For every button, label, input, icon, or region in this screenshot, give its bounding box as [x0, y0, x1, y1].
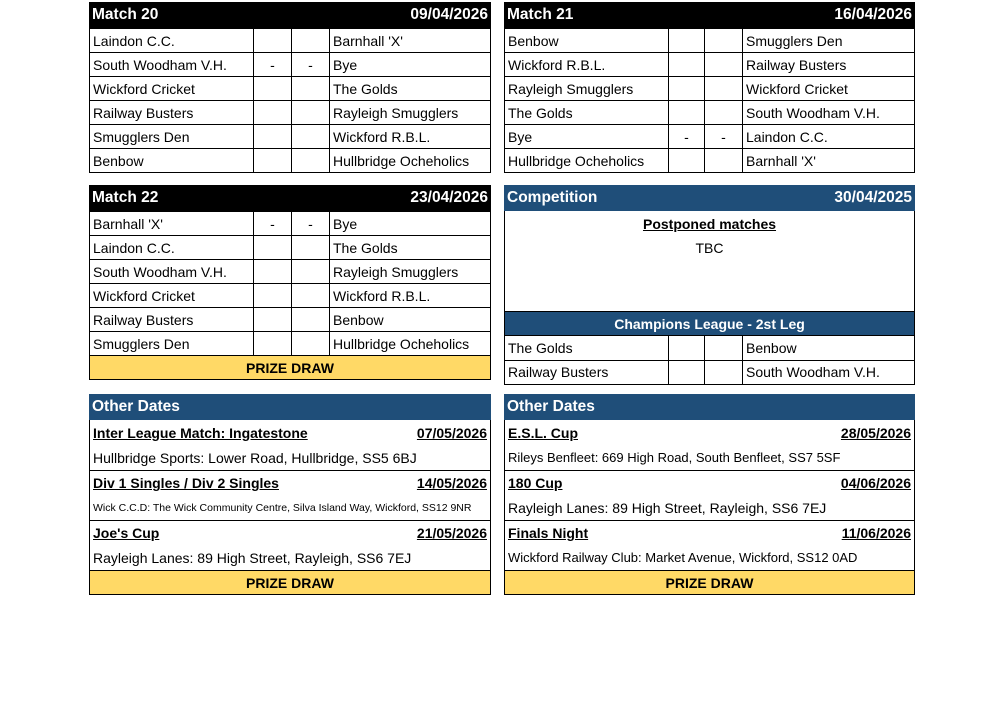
match22-header [89, 185, 491, 211]
away-team: Barnhall 'X' [743, 149, 915, 173]
match20-panel [89, 2, 491, 173]
event-title-row [90, 470, 490, 495]
match20-date: 09/04/2026 [410, 6, 488, 23]
home-team: Railway Busters [90, 308, 254, 332]
home-team: The Golds [505, 336, 669, 360]
list-item [90, 520, 490, 570]
away-score [292, 29, 330, 53]
home-score [254, 101, 292, 125]
away-score [705, 53, 743, 77]
away-team: South Woodham V.H. [743, 101, 915, 125]
home-team: Benbow [505, 29, 669, 53]
other-dates-left-header [89, 394, 491, 420]
away-score [705, 149, 743, 173]
match22-rows [90, 212, 491, 356]
away-team: The Golds [330, 236, 491, 260]
match21-header [504, 2, 915, 28]
home-team: Hullbridge Ocheholics [505, 149, 669, 173]
away-team: The Golds [330, 77, 491, 101]
home-score: - [254, 53, 292, 77]
home-team: Smugglers Den [90, 125, 254, 149]
other-dates-left-prize-draw: PRIZE DRAW [89, 571, 491, 595]
away-team: Hullbridge Ocheholics [330, 332, 491, 356]
competition-title: Competition [507, 189, 598, 206]
event-date: 28/05/2026 [840, 424, 911, 441]
away-team: Hullbridge Ocheholics [330, 149, 491, 173]
table-row [90, 149, 491, 173]
home-score [669, 360, 705, 384]
competition-header [504, 185, 915, 211]
table-row [90, 332, 491, 356]
away-team: Bye [330, 212, 491, 236]
match20-header [89, 2, 491, 28]
event-name: Inter League Match: Ingatestone [93, 424, 308, 441]
match21-date: 16/04/2026 [834, 6, 912, 23]
event-title-row [90, 520, 490, 545]
away-team: Wickford Cricket [743, 77, 915, 101]
home-team: The Golds [505, 101, 669, 125]
event-name: Div 1 Singles / Div 2 Singles [93, 475, 279, 491]
event-date: 11/06/2026 [841, 525, 911, 541]
away-team: Rayleigh Smugglers [330, 260, 491, 284]
list-item [90, 470, 490, 520]
away-score [292, 101, 330, 125]
home-team: Wickford R.B.L. [505, 53, 669, 77]
home-team: Wickford Cricket [90, 284, 254, 308]
other-dates-right-title: Other Dates [507, 398, 595, 415]
away-score [705, 336, 743, 360]
event-title-row [505, 420, 914, 445]
table-row [505, 125, 915, 149]
competition-panel [504, 185, 915, 385]
table-row [505, 53, 915, 77]
event-venue: Wick C.C.D: The Wick Community Centre, Silva Island Way, Wickford, SS12 9NR [93, 501, 472, 514]
away-team: Railway Busters [743, 53, 915, 77]
home-team: Bye [505, 125, 669, 149]
home-score [254, 260, 292, 284]
home-score [254, 125, 292, 149]
table-row [505, 360, 915, 384]
event-title-row [90, 420, 490, 445]
table-row [505, 149, 915, 173]
event-title-row [505, 520, 914, 545]
away-team: Wickford R.B.L. [330, 284, 491, 308]
list-item [505, 520, 914, 570]
table-row [90, 29, 491, 53]
away-score [705, 101, 743, 125]
home-score [254, 29, 292, 53]
home-team: Laindon C.C. [90, 29, 254, 53]
table-row [90, 260, 491, 284]
event-name: Finals Night [508, 525, 589, 541]
other-dates-left-panel [89, 394, 491, 595]
home-score [669, 29, 705, 53]
away-team: Barnhall 'X' [330, 29, 491, 53]
table-row [505, 29, 915, 53]
home-team: Wickford Cricket [90, 77, 254, 101]
home-score [254, 332, 292, 356]
table-row [505, 77, 915, 101]
home-team: South Woodham V.H. [90, 53, 254, 77]
postponed-section [504, 211, 915, 312]
other-dates-right-panel [504, 394, 915, 595]
match20-title: Match 20 [92, 6, 159, 23]
home-score: - [669, 125, 705, 149]
home-score [254, 308, 292, 332]
other-dates-right-prize-draw: PRIZE DRAW [504, 571, 915, 595]
home-score [254, 149, 292, 173]
other-dates-right-list [504, 420, 915, 571]
home-score [669, 336, 705, 360]
away-team: Benbow [330, 308, 491, 332]
event-date: 04/06/2026 [840, 475, 911, 491]
home-score [254, 77, 292, 101]
table-row [90, 53, 491, 77]
match21-title: Match 21 [507, 6, 574, 23]
home-team: Railway Busters [505, 360, 669, 384]
champions-league-rows [505, 336, 915, 384]
table-row [90, 77, 491, 101]
other-dates-left-list [89, 420, 491, 571]
home-team: Benbow [90, 149, 254, 173]
match21-rows [505, 29, 915, 173]
away-team: South Woodham V.H. [743, 360, 915, 384]
match21-panel [504, 2, 915, 173]
home-score [254, 284, 292, 308]
home-team: Smugglers Den [90, 332, 254, 356]
table-row [90, 125, 491, 149]
away-score [292, 77, 330, 101]
table-row [505, 101, 915, 125]
other-dates-left-title: Other Dates [92, 398, 180, 415]
list-item [90, 420, 490, 470]
table-row [505, 336, 915, 360]
home-team: Railway Busters [90, 101, 254, 125]
list-item [505, 470, 914, 520]
away-score: - [292, 53, 330, 77]
event-venue: Hullbridge Sports: Lower Road, Hullbridge, SS5 6BJ [93, 449, 417, 466]
list-item [505, 420, 914, 470]
away-score: - [292, 212, 330, 236]
event-date: 07/05/2026 [416, 424, 487, 441]
away-team: Benbow [743, 336, 915, 360]
home-score [669, 149, 705, 173]
table-row [90, 212, 491, 236]
away-score [292, 332, 330, 356]
home-score: - [254, 212, 292, 236]
away-score: - [705, 125, 743, 149]
away-score [292, 260, 330, 284]
match20-rows [90, 29, 491, 173]
table-row [90, 236, 491, 260]
event-venue: Wickford Railway Club: Market Avenue, Wickford, SS12 0AD [508, 550, 858, 565]
postponed-tbc: TBC [695, 240, 724, 256]
away-team: Laindon C.C. [743, 125, 915, 149]
away-score [705, 360, 743, 384]
away-score [292, 308, 330, 332]
match21-table [504, 28, 915, 173]
home-team: Barnhall 'X' [90, 212, 254, 236]
match22-prize-draw: PRIZE DRAW [89, 356, 491, 380]
away-score [292, 284, 330, 308]
table-row [90, 284, 491, 308]
away-score [292, 149, 330, 173]
away-team: Smugglers Den [743, 29, 915, 53]
away-score [705, 77, 743, 101]
postponed-heading: Postponed matches [642, 216, 777, 232]
home-score [669, 101, 705, 125]
home-score [669, 77, 705, 101]
home-team: South Woodham V.H. [90, 260, 254, 284]
event-date: 14/05/2026 [416, 475, 487, 491]
match22-table [89, 211, 491, 356]
event-name: 180 Cup [508, 475, 563, 491]
away-team: Bye [330, 53, 491, 77]
home-score [254, 236, 292, 260]
event-venue: Rayleigh Lanes: 89 High Street, Rayleigh, SS6 7EJ [93, 549, 412, 566]
table-row [90, 308, 491, 332]
away-score [705, 29, 743, 53]
champions-league-table [504, 336, 915, 385]
event-venue: Rayleigh Lanes: 89 High Street, Rayleigh, SS6 7EJ [508, 499, 827, 516]
home-score [669, 53, 705, 77]
away-score [292, 236, 330, 260]
away-team: Rayleigh Smugglers [330, 101, 491, 125]
match22-title: Match 22 [92, 189, 159, 206]
event-name: E.S.L. Cup [508, 424, 578, 441]
match22-panel [89, 185, 491, 380]
table-row [90, 101, 491, 125]
event-title-row [505, 470, 914, 495]
match20-table [89, 28, 491, 173]
event-date: 21/05/2026 [416, 525, 487, 541]
match22-date: 23/04/2026 [410, 189, 488, 206]
away-team: Wickford R.B.L. [330, 125, 491, 149]
champions-league-header: Champions League - 2st Leg [504, 312, 915, 336]
home-team: Laindon C.C. [90, 236, 254, 260]
home-team: Rayleigh Smugglers [505, 77, 669, 101]
away-score [292, 125, 330, 149]
event-venue: Rileys Benfleet: 669 High Road, South Benfleet, SS7 5SF [508, 450, 841, 465]
event-name: Joe's Cup [93, 525, 160, 541]
competition-date: 30/04/2025 [834, 189, 912, 206]
other-dates-right-header [504, 394, 915, 420]
